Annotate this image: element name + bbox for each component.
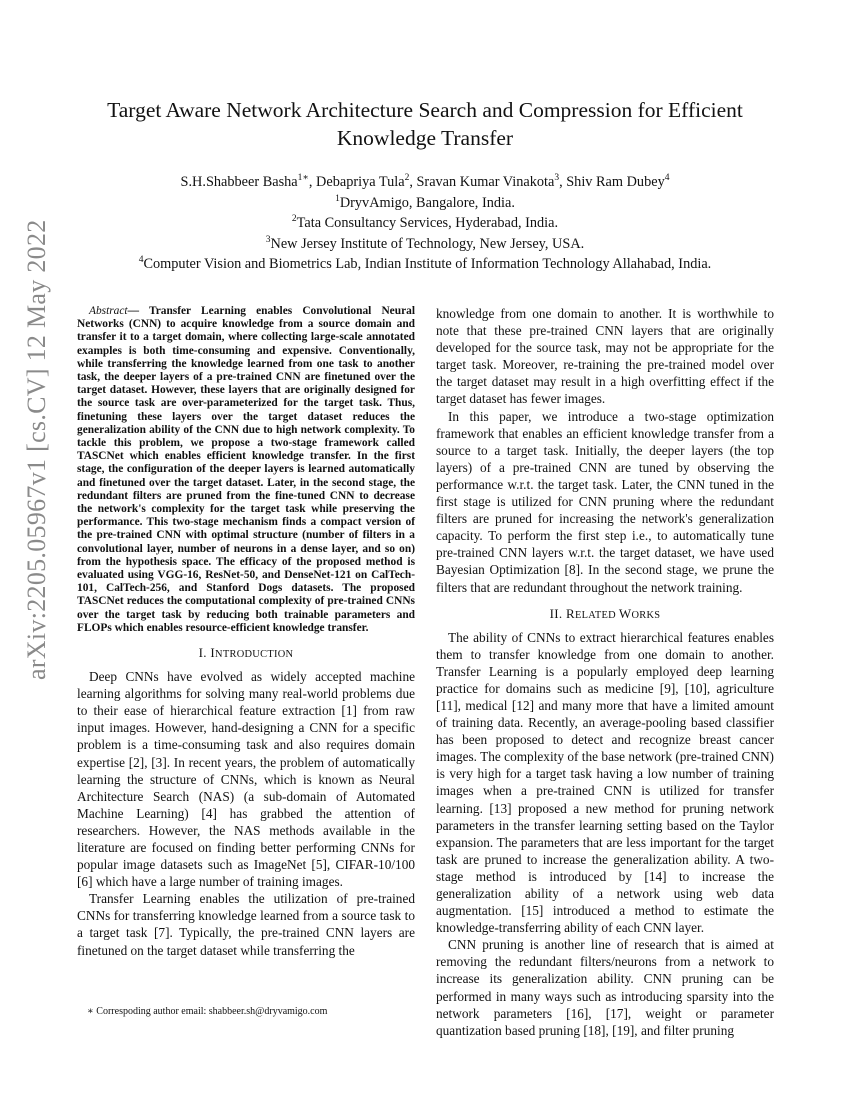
section-heading-related-works xyxy=(436,606,774,624)
abstract-text: Transfer Learning enables Convolutional Neural Networks (CNN) to acquire knowledge from a source domain and transfer it to a target domain, where collecting large-scale annotated examples is both time-consuming and expensive. Conventionally, while transferring the knowledge learned from one task to another task, the deeper layers of a pre-trained CNN are finetuned over the target dataset. However, these layers that are originally designed for the source task are over-parameterized for the target task. Thus, finetuning these layers over the target dataset reduces the generalization ability of the CNN due to high network complexity. To tackle this problem, we propose a two-stage framework called TASCNet which enables efficient knowledge transfer. In the first stage, the configuration of the deeper layers is learned automatically and finetuned over the target dataset. Later, in the second stage, the redundant filters are pruned from the fine-tuned CNN to decrease the network's complexity for the target task while preserving the performance. This two-stage mechanism finds a compact version of the pre-trained CNN with optimal structure (number of filters in a convolutional layer, number of neurons in a dense layer, and so on) from the hypothesis space. The efficacy of the proposed method is evaluated using VGG-16, ResNet-50, and DenseNet-121 on CalTech-101, CalTech-256, and Stanford Dogs datasets. The proposed TASCNet reduces the computational complexity of pre-trained CNNs over the target task by reducing both trainable parameters and FLOPs which enables resource-efficient knowledge transfer. xyxy=(77,305,415,634)
intro-paragraph-1: Deep CNNs have evolved as widely accepted machine learning algorithms for solving many real-world problems due to their ease of hierarchical feature extraction [1] from raw input images. However, hand-designing a CNN for a specific problem is a time-consuming task and also requires domain expertise [2], [3]. In recent years, the problem of automatically learning the structure of CNNs, which is known as Neural Architecture Search (NAS) (a sub-domain of Automated Machine Learning) [4] has grabbed the attention of researchers. However, the NAS methods available in the literature are focused on finding better performing CNNs for popular image datasets such as ImageNet [5], CIFAR-10/100 [6] which have a large number of training images. xyxy=(77,669,415,890)
author-name: , Debapriya Tula xyxy=(308,174,405,190)
affiliation-text: DryvAmigo, Bangalore, India. xyxy=(339,194,515,211)
author-name: , Shiv Ram Dubey xyxy=(559,174,665,190)
related-works-paragraph-2: CNN pruning is another line of research that is aimed at removing the redundant filters/neurons from a network to increase its generalization ability. CNN pruning can be performed in many ways such as introducing sparsity into the network parameters [16], [17], weight or parameter quantization based pruning [18], [19], and filter pruning xyxy=(436,937,774,1038)
abstract-dash: — xyxy=(127,305,149,317)
affiliation-mark: 3 xyxy=(265,234,271,245)
section-number: II. xyxy=(549,605,566,621)
section-title-initial: I xyxy=(210,645,216,661)
author-affiliation-mark: 2 xyxy=(404,173,410,184)
section-title-rest: ORKS xyxy=(631,609,661,621)
abstract-label: Abstract xyxy=(89,305,128,317)
affiliation-3 xyxy=(60,234,790,255)
section-number: I. xyxy=(198,645,211,661)
author-list xyxy=(60,172,790,193)
footnote-corresponding-author: ∗ Correspoding author email: shabbeer.sh@dryvamigo.com xyxy=(87,1006,328,1017)
affiliation-mark: 2 xyxy=(291,214,297,225)
section-heading-introduction xyxy=(77,645,415,663)
affiliation-mark: 4 xyxy=(138,255,144,266)
section-title-rest: ELATED xyxy=(574,609,619,621)
title-line-2: Knowledge Transfer xyxy=(336,126,514,150)
intro-paragraph-2: Transfer Learning enables the utilization of pre-trained CNNs for transferring knowledge learned from a source task to a target task [7]. Typically, the pre-trained CNN layers are finetuned on the target dataset while transferring the xyxy=(77,891,415,958)
intro-paragraph-3: In this paper, we introduce a two-stage optimization framework that enables an efficient knowledge transfer from a source to a target task. Initially, the deeper layers (the top layers) of a pre-trained CNN are tuned by observing the performance w.r.t. the target task. Later, the CNN tuned in the first stage is utilized for CNN pruning where the redundant filters are pruned for increasing the network's generalization capacity. To perform the first step i.e., to automatically tune pre-trained CNN layers w.r.t. the target dataset, we have used Bayesian Optimization [8]. In the second stage, we prune the filters that are redundant throughout the network training. xyxy=(436,408,774,595)
affiliation-2 xyxy=(60,213,790,234)
left-column xyxy=(77,305,415,959)
author-name: , Sravan Kumar Vinakota xyxy=(409,174,555,190)
section-title-rest: NTRODUCTION xyxy=(215,649,294,661)
affiliation-1 xyxy=(60,193,790,214)
author-block xyxy=(60,172,790,275)
section-title-initial: R xyxy=(565,605,575,621)
section-title-initial: W xyxy=(618,605,632,621)
affiliation-text: Computer Vision and Biometrics Lab, Indian Institute of Information Technology Allahabad, India. xyxy=(143,256,712,272)
intro-paragraph-2-continued: knowledge from one domain to another. It is worthwhile to note that these pre-trained CNN layers that are originally developed for the source task, may not be appropriate for the target task. Moreover, re-training the pre-trained model over the target dataset may result in a high overfitting effect if the target dataset has fewer images. xyxy=(436,306,774,407)
author-affiliation-mark: 3 xyxy=(554,173,560,184)
author-name: S.H.Shabbeer Basha xyxy=(180,174,298,190)
affiliation-mark: 1 xyxy=(335,193,340,204)
affiliation-text: New Jersey Institute of Technology, New Jersey, USA. xyxy=(270,235,585,252)
right-column xyxy=(436,305,774,1039)
arxiv-identifier: arXiv:2205.05967v1 [cs.CV] 12 May 2022 xyxy=(22,219,51,680)
abstract xyxy=(77,305,415,635)
author-affiliation-mark: 1∗ xyxy=(297,173,309,184)
paper-title xyxy=(60,96,790,152)
author-affiliation-mark: 4 xyxy=(664,173,670,184)
affiliation-text: Tata Consultancy Services, Hyderabad, India. xyxy=(296,215,559,231)
affiliation-4 xyxy=(60,254,790,275)
related-works-paragraph-1: The ability of CNNs to extract hierarchical features enables them to transfer knowledge from one domain to another. Transfer Learning is a popularly employed deep learning practice for domains such as medicine [9], [10], agriculture [11], medical [12] and many more that have a limited amount of training data. Recently, an average-pooling based classifier has been proposed to detect and recognize breast cancer images. The complexity of the base network (pre-trained CNN) is very high for a target task having a low number of training images when a pre-trained CNN is utilized for transfer learning. [13] proposed a new method for pruning network parameters in the transfer learning setting based on the Taylor expansion. The parameters that are less important for the target task are pruned to increase the generalization ability. A two-stage method is introduced by [14] to increase the generalization ability of a network using web data augmentation. [15] introduced a method to estimate the knowledge-transferring ability of each CNN layer. xyxy=(436,629,774,936)
title-line-1: Target Aware Network Architecture Search and Compression for Efficient xyxy=(107,98,743,122)
